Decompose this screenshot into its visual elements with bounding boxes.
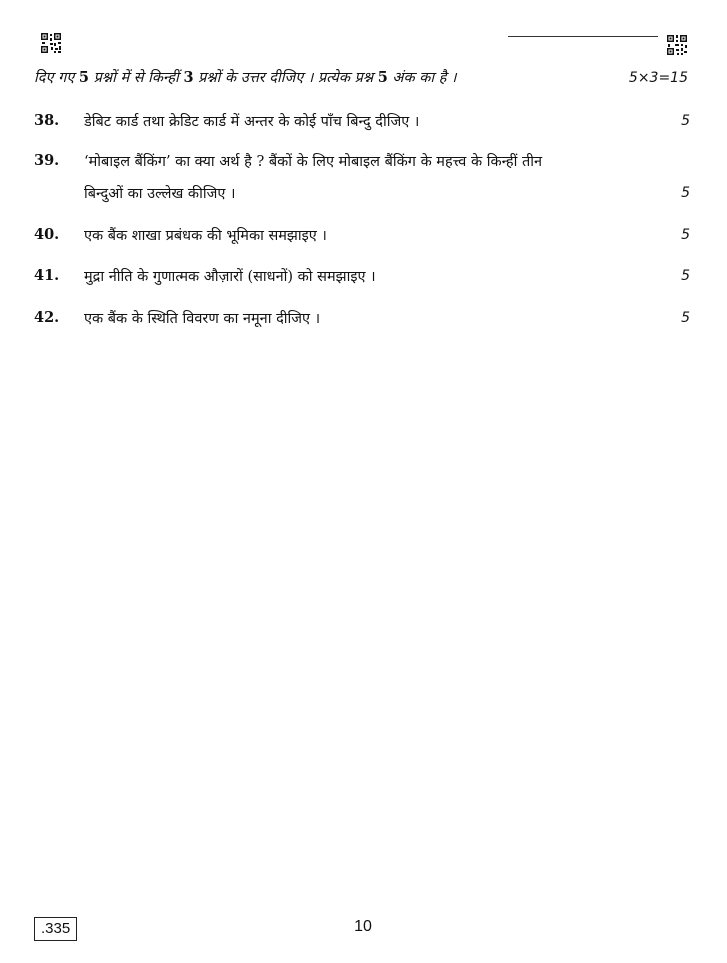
paper-code: .335 xyxy=(34,917,77,941)
qr-code-icon xyxy=(666,34,688,56)
question-marks: 5 xyxy=(681,113,690,129)
page-number: 10 xyxy=(354,918,372,935)
question-42 xyxy=(34,303,690,335)
question-marks: 5 xyxy=(681,310,690,326)
question-line: डेबिट कार्ड तथा क्रेडिट कार्ड में अन्तर के कोई पाँच बिन्दु दीजिए । xyxy=(84,114,420,130)
question-marks: 5 xyxy=(681,227,690,243)
question-number: 41. xyxy=(34,267,60,284)
question-line: ‘मोबाइल बैंकिंग’ का क्या अर्थ है ? बैंकों के लिए मोबाइल बैंकिंग के महत्त्व के किन्हीं तीन xyxy=(84,154,543,170)
question-marks: 5 xyxy=(681,185,690,201)
question-40 xyxy=(34,220,690,252)
question-38 xyxy=(34,106,690,138)
qr-code-icon xyxy=(40,32,62,54)
question-line: मुद्रा नीति के गुणात्मक औज़ारों (साधनों) को समझाइए । xyxy=(84,269,376,285)
instruction-text: दिए गए 5 प्रश्नों में से किन्हीं 3 प्रश्नों के उत्तर दीजिए । प्रत्येक प्रश्न 5 अंक का है । xyxy=(34,69,457,86)
marks-scheme: 5×3=15 xyxy=(628,70,688,86)
question-marks: 5 xyxy=(681,268,690,284)
question-text xyxy=(84,106,654,138)
section-instruction xyxy=(34,68,688,88)
question-number: 39. xyxy=(34,152,60,169)
question-text xyxy=(84,261,654,293)
question-text xyxy=(84,303,654,335)
roll-number-line xyxy=(508,36,658,37)
question-number: 38. xyxy=(34,112,60,129)
question-text xyxy=(84,146,654,210)
question-text xyxy=(84,220,654,252)
question-number: 42. xyxy=(34,309,60,326)
question-39 xyxy=(34,146,690,210)
question-line: एक बैंक के स्थिति विवरण का नमूना दीजिए । xyxy=(84,311,321,327)
question-line: एक बैंक शाखा प्रबंधक की भूमिका समझाइए । xyxy=(84,228,327,244)
question-number: 40. xyxy=(34,226,60,243)
question-line: बिन्दुओं का उल्लेख कीजिए । xyxy=(84,186,236,202)
question-41 xyxy=(34,261,690,293)
